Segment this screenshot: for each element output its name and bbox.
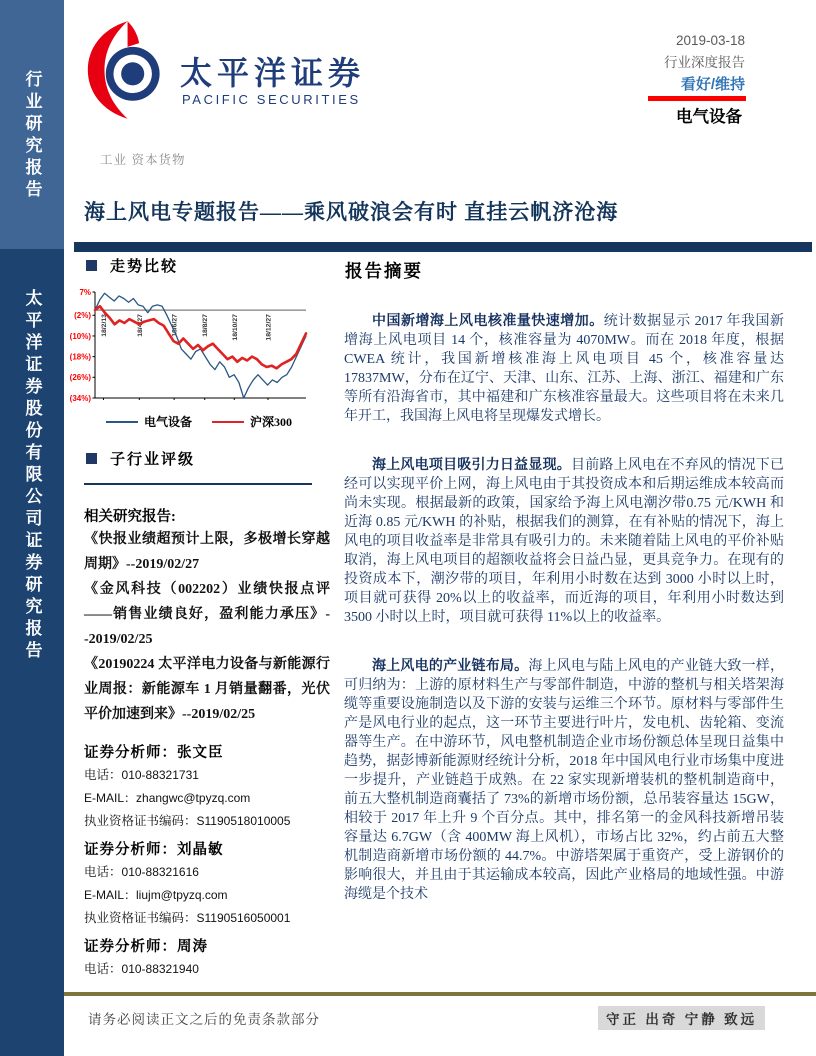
section-bullet-icon [86,260,97,271]
logo-english-name: PACIFIC SECURITIES [182,92,361,107]
paragraph-body: 目前路上风电在不弃风的情况下已经可以实现平价上网，海上风电由于其投资成本和后期运维成本较高而尚未实现。根据最新的政策，国家给予海上风电潮汐带0.75 元/KWH 和近海 0.85 元/KWH 的补贴，根据我们的测算，在有补贴的情况下，海上风电的项目收益率是非常具有吸引力的。未来随着陆上风电的平价补贴取消，海上风电项目的超额收益将会日益凸显，更具竞争力。在现有的投资成本下，潮汐带的项目，年利用小时数在达到 3000 小时以上时，项目就可获得 20%以上的收益率，而近海的项目，年利用小时数达到 3500 小时以上时，项目就可获得 11%以上的收益率。 [344,458,784,625]
analyst-name: 刘晶敏 [177,842,224,858]
phone-label: 电话： [84,768,122,782]
paragraph-body: 海上风电与陆上风电的产业链大致一样，可归纳为：上游的原材料生产与零部件制造，中游的整机与相关塔架海缆等重要设施制造以及下游的安装与运维三个环节。原材料与零部件生产是风电行业的起点，这一环节主要进行叶片，发电机、齿轮箱、变流器等生产。在中游环节，风电整机制造企业市场份额总体呈现日益集中趋势，据彭博新能源财经统计分析，2018 年中国风电行业市场集中度进一步提升，产业链趋于成熟。在 22 家实现新增装机的整机制造商中，前五大整机制造商囊括了 73%的新增市场份额，总吊装容量达 15GW，相较于 2017 年上升 9 个百分点。其中，排名第一的金风科技新增吊装容量达 6.7GW（含 400MW 海上风机），市场占比 32%，约占前五大整机制造商新增市场份额的 44.7%。中游塔架属于重资产，受上游钢价的影响很大，并且由于其运输成本较高，因此产业格局的地域性强。中游海缆是个技术 [344,659,785,902]
paragraph-lead: 海上风电项目吸引力日益显现。 [372,458,571,473]
related-report-item: 《快报业绩超预计上限，多极增长穿越周期》--2019/02/27 [84,532,330,572]
section-trend-label: 走势比较 [110,259,179,275]
legend-label-dianqi: 电气设备 [144,415,193,429]
cert-value: S1190518010005 [196,814,291,828]
svg-text:18/8/27: 18/8/27 [202,314,210,337]
analyst-phone-row [84,861,334,884]
section-subindustry-rating [86,448,195,469]
summary-paragraph [344,456,784,627]
header-meta [664,30,745,96]
cert-label: 执业资格证书编码： [84,814,197,828]
logo-chinese-name: 太平洋证券 [180,55,366,91]
analyst-name-row [84,839,334,861]
legend-line-blue [106,421,138,423]
analyst-name-row [84,742,334,764]
analyst-name-row [84,936,334,958]
analyst-role-label: 证券分析师： [84,842,177,858]
svg-text:(2%): (2%) [74,311,91,321]
analyst-role-label: 证券分析师： [84,939,177,955]
analyst-name: 周涛 [177,939,208,955]
chart-legend [106,413,292,430]
title-divider-bar [74,242,812,252]
industry-name: 电气设备 [676,108,742,126]
svg-text:(34%): (34%) [69,393,91,403]
footer-disclaimer: 请务必阅读正文之后的免责条款部分 [88,1012,320,1027]
analysts-block [84,736,334,981]
email-label: E-MAIL： [84,791,137,805]
paragraph-body: 统计数据显示 2017 年我国新增海上风电项目 14 个，核准容量为 4070MW。而在 2018 年度，根据 CWEA 统计，我国新增核准海上风电项目 45 个，核准容量达 17837MW，分布在辽宁、天津、山东、江苏、上海、浙江、福建和广东等所有沿海省市，其中福建和广东核准容量最大。这些项目将在未来几年开工，我国海上风电将呈现爆发式增长。 [344,314,784,424]
analyst-name: 张文臣 [177,745,224,761]
cert-value: S1190516050001 [196,911,291,925]
summary-paragraph [344,657,784,904]
related-reports-title: 相关研究报告: [84,509,176,525]
pacific-securities-logo-icon [84,20,166,125]
breadcrumb: 工业 资本货物 [100,153,186,167]
left-column-divider [84,483,312,485]
svg-text:(10%): (10%) [69,331,91,341]
rating-badge: 看好/维持 [680,76,745,93]
rating-underline [648,96,746,101]
analyst-phone-row [84,764,334,787]
sidebar-band-top [0,0,64,249]
cert-label: 执业资格证书编码： [84,911,197,925]
legend-item-hs300 [212,413,292,430]
svg-text:7%: 7% [79,287,91,297]
email-label: E-MAIL： [84,888,137,902]
phone-label: 电话： [84,962,122,976]
legend-item-dianqi [106,413,192,430]
svg-text:(26%): (26%) [69,373,91,383]
page-title: 海上风电专题报告——乘风破浪会有时 直挂云帆济沧海 [84,200,619,224]
sidebar-top-label: 行业研究报告 [22,70,42,202]
email-value: zhangwc@tpyzq.com [136,791,251,805]
related-reports-list [84,527,330,727]
analyst-email-row [84,884,334,907]
legend-line-red [212,421,244,423]
analyst-phone-row [84,958,334,981]
section-trend-compare [86,255,178,276]
phone-label: 电话： [84,865,122,879]
svg-text:18/6/27: 18/6/27 [171,314,179,337]
paragraph-lead: 海上风电的产业链布局。 [372,659,529,674]
summary-heading: 报告摘要 [345,261,423,281]
related-report-item: 《20190224 太平洋电力设备与新能源行业周报：新能源车 1 月销量翻番，光伏平价加速到来》--2019/02/25 [84,657,330,722]
related-report-item: 《金风科技（002202）业绩快报点评——销售业绩良好，盈利能力承压》--2019/02/25 [84,582,330,647]
report-type: 行业深度报告 [664,55,745,70]
analyst-email-row [84,787,334,810]
svg-text:18/4/27: 18/4/27 [136,314,144,337]
svg-text:18/10/27: 18/10/27 [231,314,239,341]
sidebar-bottom-label: 太平洋证券股份有限公司证券研究报告 [22,289,42,663]
summary-paragraph [344,312,784,426]
svg-text:18/12/27: 18/12/27 [265,314,273,341]
trend-chart-svg [56,286,312,404]
section-subrating-label: 子行业评级 [110,452,196,468]
phone-value: 010-88321940 [121,962,199,976]
summary-body [344,312,784,934]
footer-motto: 守正 出奇 宁静 致远 [598,1006,765,1030]
paragraph-lead: 中国新增海上风电核准量快速增加。 [372,314,604,329]
phone-value: 010-88321616 [121,865,199,879]
analyst-role-label: 证券分析师： [84,745,177,761]
analyst-cert-row [84,907,334,930]
sidebar-band-bottom [0,249,64,1056]
phone-value: 010-88321731 [121,768,199,782]
analyst-cert-row [84,810,334,833]
email-value: liujm@tpyzq.com [136,888,228,902]
footer-divider [64,992,816,996]
svg-text:(18%): (18%) [69,352,91,362]
section-bullet-icon [86,453,97,464]
svg-text:18/2/13: 18/2/13 [100,314,108,337]
legend-label-hs300: 沪深300 [250,415,293,429]
report-date: 2019-03-18 [675,33,745,48]
